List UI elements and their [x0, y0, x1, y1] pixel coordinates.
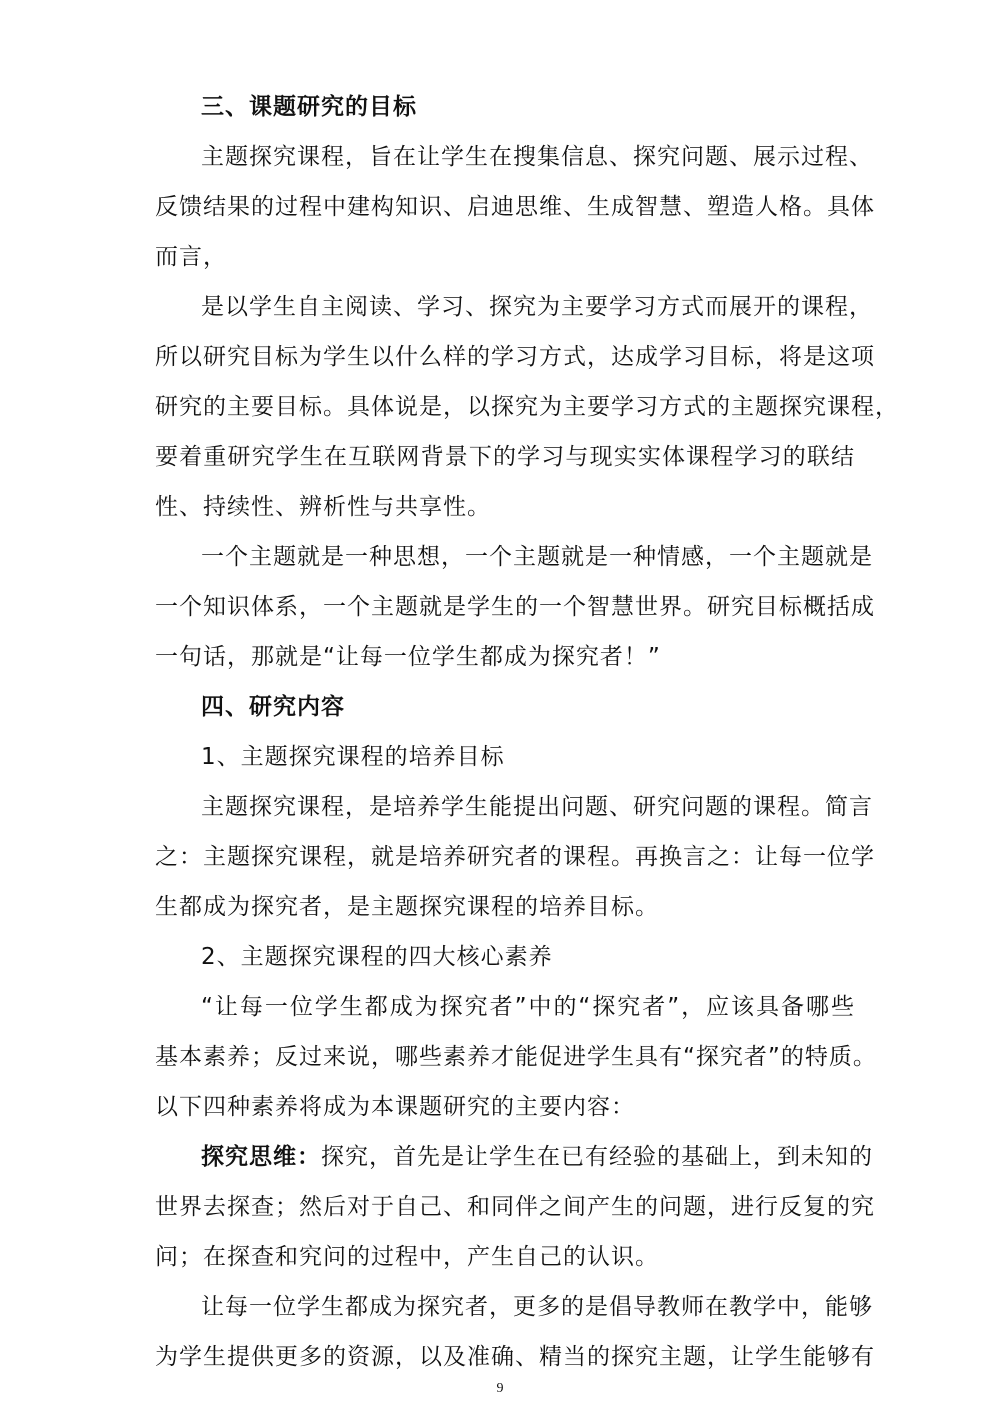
paragraph-line: 性、持续性、辨析性与共享性。	[155, 494, 491, 520]
section-heading-3: 三、课题研究的目标	[201, 94, 417, 120]
term-text: 探究，首先是让学生在已有经验的基础上，到未知的	[321, 1144, 873, 1170]
paragraph-line: 基本素养；反过来说，哪些素养才能促进学生具有“探究者”的特质。	[155, 1044, 877, 1070]
paragraph-line: 问；在探查和究问的过程中，产生自己的认识。	[155, 1244, 659, 1270]
paragraph-line-with-label	[201, 1142, 873, 1172]
term-label: 探究思维：	[201, 1144, 321, 1170]
paragraph-line: 所以研究目标为学生以什么样的学习方式，达成学习目标，将是这项	[155, 344, 875, 370]
paragraph-line: 让每一位学生都成为探究者，更多的是倡导教师在教学中，能够	[201, 1294, 873, 1320]
paragraph-line: 而言，	[155, 244, 227, 270]
paragraph-line: 是以学生自主阅读、学习、探究为主要学习方式而展开的课程，	[201, 294, 873, 320]
paragraph-line: 之：主题探究课程，就是培养研究者的课程。再换言之：让每一位学	[155, 844, 875, 870]
paragraph-line: “让每一位学生都成为探究者”中的“探究者”，应该具备哪些	[201, 994, 855, 1020]
paragraph-line: 为学生提供更多的资源，以及准确、精当的探究主题，让学生能够有	[155, 1344, 875, 1370]
paragraph-line: 一个主题就是一种思想，一个主题就是一种情感，一个主题就是	[201, 544, 873, 570]
paragraph-line: 以下四种素养将成为本课题研究的主要内容：	[155, 1094, 635, 1120]
subsection-heading-2: 2、主题探究课程的四大核心素养	[201, 944, 553, 970]
paragraph-line: 生都成为探究者，是主题探究课程的培养目标。	[155, 894, 659, 920]
paragraph-line: 世界去探查；然后对于自己、和同伴之间产生的问题，进行反复的究	[155, 1194, 875, 1220]
paragraph-line: 一句话，那就是“让每一位学生都成为探究者！”	[155, 644, 661, 670]
section-heading-4: 四、研究内容	[201, 694, 345, 720]
paragraph-line: 要着重研究学生在互联网背景下的学习与现实实体课程学习的联结	[155, 444, 855, 470]
paragraph-line: 反馈结果的过程中建构知识、启迪思维、生成智慧、塑造人格。具体	[155, 194, 875, 220]
paragraph-line: 一个知识体系，一个主题就是学生的一个智慧世界。研究目标概括成	[155, 594, 875, 620]
paragraph-line: 研究的主要目标。具体说是，以探究为主要学习方式的主题探究课程，	[155, 394, 899, 420]
paragraph-line: 主题探究课程，是培养学生能提出问题、研究问题的课程。简言	[201, 794, 873, 820]
paragraph-line: 主题探究课程，旨在让学生在搜集信息、探究问题、展示过程、	[201, 144, 873, 170]
page-number: 9	[496, 1381, 504, 1396]
subsection-heading-1: 1、主题探究课程的培养目标	[201, 744, 505, 770]
